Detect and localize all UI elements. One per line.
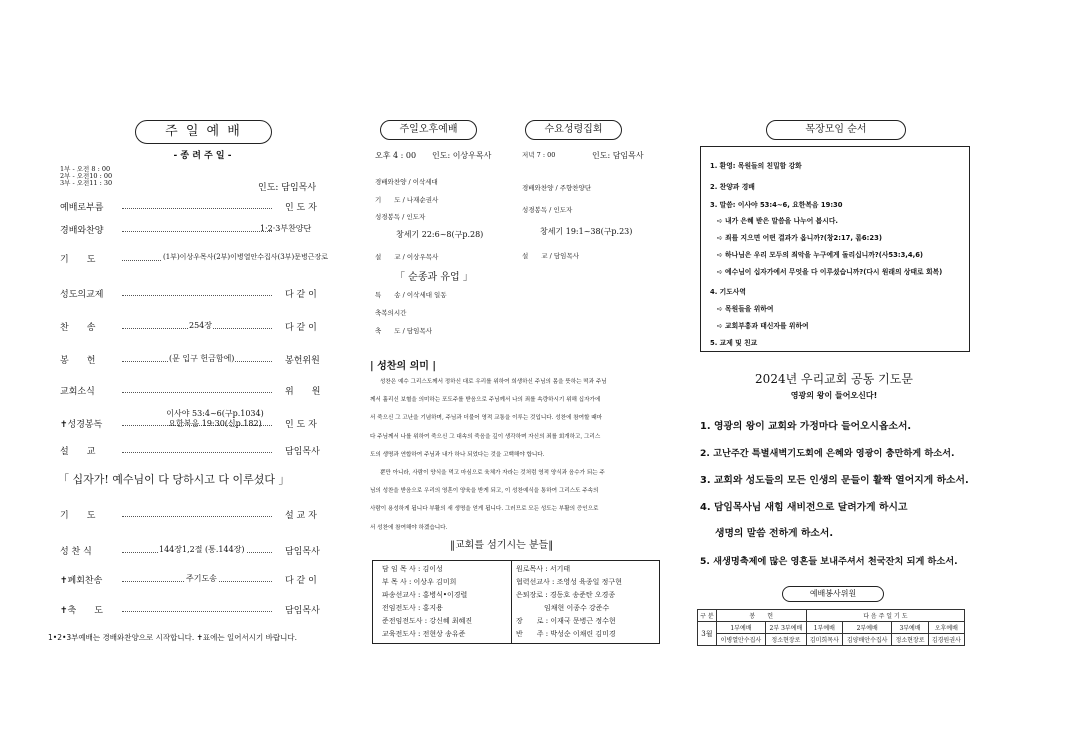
prayer-item: 3. 교회와 성도들의 모든 인생의 문들이 활짝 열어지게 하소서.	[700, 475, 969, 486]
order-label: 기 도	[60, 511, 96, 521]
afternoon-sermon-title: 「 순종과 유업 」	[395, 272, 473, 283]
sermon-title: 「 십자가! 예수님이 다 당하시고 다 이루셨다 」	[58, 473, 290, 486]
order-label: 봉 헌	[60, 356, 96, 366]
wednesday-row: 설 교 / 담임목사	[522, 252, 579, 260]
communion-line: 서 죽으신 그 고난을 기념하며, 주님과 더불어 영적 교통을 이루는 것입니다. 성찬에 참여할 때마	[370, 415, 603, 422]
afternoon-time: 오후 4 : 00	[375, 151, 417, 160]
staff-heading: ‖교회를 섬기시는 분들‖	[450, 540, 554, 551]
time-3: 3부 - 오전11 : 30	[60, 179, 113, 187]
order-label: 찬 송	[60, 323, 96, 333]
cell-meeting-item: 2. 찬양과 경배	[710, 183, 755, 191]
order-detail: 주기도송	[186, 574, 217, 583]
order-leader-dots	[122, 392, 272, 393]
staff-left-line: 부 목 사 : 이상우 김미희	[382, 578, 457, 586]
order-person: 담임목사	[285, 447, 320, 457]
order-leader-dots	[122, 611, 272, 612]
service-times	[60, 166, 112, 187]
cell-meeting-item: 1. 환영: 목원들의 친밀함 강화	[710, 162, 802, 170]
cell-meeting-item: ➪ 교회부흥과 태신자를 위하여	[717, 322, 809, 330]
prayer-item: 1. 영광의 왕이 교회와 가정마다 들어오시옵소서.	[700, 421, 912, 432]
afternoon-row: 특 송 / 이삭세대 일동	[375, 291, 447, 299]
afternoon-row: 경배와찬양 / 이삭세대	[375, 178, 438, 186]
th-offering: 봉 헌	[716, 610, 806, 622]
th2: 오후예배	[928, 622, 964, 634]
order-person: 담임목사	[285, 606, 320, 616]
order-label: 교회소식	[60, 387, 95, 397]
order-label: 경배와찬양	[60, 226, 104, 236]
staff-left-line: 담 임 목 사 : 김이성	[382, 565, 443, 573]
order-label: ✝폐회찬송	[60, 576, 103, 586]
order-person: 인 도 자	[285, 420, 317, 430]
service-committee-title: 예배봉사위원	[782, 586, 884, 602]
afternoon-scripture: 창세기 22:6~8(구p.28)	[396, 230, 484, 239]
time-2: 2부 - 오전10 : 00	[60, 172, 113, 180]
communion-line: 뿐만 아니라, 사람이 양식을 먹고 마심으로 육체가 자라는 것처럼 영적 양식과 음수가 되는 주	[380, 470, 605, 476]
staff-right-line: 협력선교사 : 조영성 육종일 정구현	[516, 578, 622, 586]
service-cell: 김양배안수집사	[842, 634, 891, 646]
order-label: 예배로부름	[60, 203, 104, 213]
wednesday-row: 성경봉독 / 인도자	[522, 206, 573, 214]
staff-left-line: 준전임전도사 : 강신혜 최혜진	[382, 617, 473, 625]
cell-meeting-item: 4. 기도사역	[710, 288, 746, 296]
order-person: 설 교 자	[285, 511, 317, 521]
order-label: ✝축 도	[60, 606, 103, 616]
service-cell: 김미희목사	[806, 634, 842, 646]
scripture-refs	[160, 409, 270, 429]
order-label: ✝성경봉독	[60, 420, 103, 430]
th2: 2부 3부예배	[766, 622, 807, 634]
th-next-prayer: 다 음 주 일 기 도	[806, 610, 964, 622]
prayer-item: 5. 새생명축제에 많은 영혼들 보내주셔서 천국잔치 되게 하소서.	[700, 556, 958, 567]
order-leader-dots	[122, 452, 272, 453]
afternoon-service-title: 주일오후예배	[380, 120, 477, 140]
main-service-title: 주 일 예 배	[135, 120, 272, 144]
staff-divider	[511, 561, 512, 643]
service-cell: 김경원권사	[928, 634, 964, 646]
scripture-1: 이사야 53:4~6(구p.1034)	[166, 409, 264, 418]
order-leader-dots	[122, 295, 272, 296]
afternoon-row: 축복의시간	[375, 309, 407, 317]
order-detail: 144장1,2절 (통.144장)	[159, 545, 245, 554]
afternoon-row: 기 도 / 나재순권사	[375, 196, 439, 204]
order-person: 담임목사	[285, 547, 320, 557]
main-service-subtitle: - 종 려 주 일 -	[173, 151, 232, 161]
order-person: 1·2·3부찬양단	[260, 224, 312, 233]
service-committee-table	[697, 609, 965, 646]
afternoon-row: 성경봉독 / 인도자	[375, 213, 426, 221]
communion-line: 성찬은 예수 그리스도께서 정하신 대로 우리를 위하여 희생하신 주님의 몸을 뜻하는 떡과 주님	[380, 379, 607, 385]
order-person: 인 도 자	[285, 203, 317, 213]
service-cell: 이병열안수집사	[716, 634, 765, 646]
cell-meeting-item: 5. 교제 및 친교	[710, 339, 758, 347]
staff-right-line: 원로목사 : 서기태	[516, 565, 571, 573]
afternoon-row: 축 도 / 담임목사	[375, 327, 432, 335]
cell-meeting-item: ➪ 내가 은혜 받은 말씀을 나누어 봅시다.	[717, 217, 838, 225]
wednesday-scripture: 창세기 19:1~38(구p.23)	[540, 227, 633, 236]
order-detail: (문 입구 헌금함에)	[169, 354, 235, 363]
time-1: 1부 - 오전 8 : 00	[60, 165, 111, 173]
service-cell: 정소현장로	[766, 634, 807, 646]
th2: 1부예배	[806, 622, 842, 634]
order-person: 위 원	[285, 387, 321, 397]
wednesday-row: 경배와찬양 / 주향찬양단	[522, 184, 592, 192]
cell-meeting-item: ➪ 예수님이 십자가에서 무엇을 다 이루셨습니까?(다시 원래의 상태로 회복)	[717, 268, 943, 276]
wednesday-time: 저녁 7 : 00	[522, 151, 556, 159]
prayer-item: 생명의 말씀 전하게 하소서.	[715, 528, 834, 539]
order-detail: 254장	[189, 321, 212, 330]
cell-meeting-item: ➪ 목원들을 위하여	[717, 305, 774, 313]
prayer-item: 4. 담임목사님 새힘 새비전으로 달려가게 하시고	[700, 502, 908, 513]
order-person: 봉헌위원	[285, 356, 320, 366]
order-person: 다 같 이	[285, 576, 317, 586]
order-person: 다 같 이	[285, 323, 317, 333]
main-service-note: 1•2•3부예배는 경배와찬양으로 시작합니다. ✝표에는 일어서시기 바랍니다.	[48, 633, 297, 642]
order-label: 설 교	[60, 447, 96, 457]
main-leader: 인도: 담임목사	[258, 183, 317, 193]
communion-line: 사람이 용성하게 됩니다 부활의 새 생명을 얻게 됩니다. 그러므로 모든 성도는 부활의 증인으로	[370, 506, 599, 513]
communion-line: 께서 흘리신 보혈을 의미하는 포도주를 받음으로 주님께서 나의 죄를 속량하시기 위해 십자가에	[370, 397, 601, 404]
cell-meeting-item: ➪ 죄를 지으면 어떤 결과가 옵니까?(창2:17, 롬6:23)	[717, 234, 882, 242]
scripture-2: 요한복음 19:30(신p.182)	[168, 419, 262, 428]
th2: 3부예배	[892, 622, 928, 634]
staff-left-line: 전임전도사 : 홍지용	[382, 604, 443, 612]
order-detail: (1부)이상우목사(2부)이병열안수집사(3부)문병근장로	[163, 253, 328, 261]
afternoon-row: 설 교 / 이상우목사	[375, 253, 439, 261]
communion-line: 님의 성찬을 받음으로 우리의 영혼이 양육을 받게 되고, 이 성찬예식을 통하여 그리스도 주속의	[370, 488, 599, 495]
order-person: 다 같 이	[285, 290, 317, 300]
th2: 2부예배	[842, 622, 891, 634]
cell-meeting-title: 목장모임 순서	[766, 120, 906, 140]
cell-meeting-item: 3. 말씀: 이사야 53:4~6, 요한복음 19:30	[710, 201, 843, 209]
cell-meeting-item: ➪ 하나님은 우리 모두의 죄악을 누구에게 돌리십니까?(사53:3,4,6)	[717, 251, 924, 259]
staff-left-line: 교육전도사 : 전현상 송유준	[382, 630, 466, 638]
order-label: 성도의교제	[60, 290, 104, 300]
staff-right-line: 장 로 : 이재국 문병근 정수현	[516, 617, 616, 625]
staff-right-line: 은퇴장로 : 경동호 송준탄 오경종	[516, 591, 616, 599]
prayer-title: 2024년 우리교회 공동 기도문	[755, 372, 913, 386]
prayer-subtitle: 영광의 왕이 들어오신다!	[790, 391, 878, 400]
order-leader-dots	[122, 231, 272, 232]
th2: 1부예배	[716, 622, 765, 634]
afternoon-leader: 인도: 이상우목사	[432, 151, 492, 160]
staff-right-line: 임채현 이종수 강준수	[544, 604, 610, 612]
order-label: 성 찬 식	[60, 547, 92, 557]
communion-heading: | 성찬의 의미 |	[370, 361, 437, 372]
communion-line: 서 성찬에 참여해야 하겠습니다.	[370, 524, 448, 531]
communion-line: 도의 생명과 연합하여 주님과 내가 하나 되었다는 것을 고백해야 합니다.	[370, 451, 545, 458]
communion-line: 다 주님께서 나를 위하여 죽으신 그 대속의 죽음을 깊이 생각하며 자신의 죄를 회개하고, 그리스	[370, 433, 601, 440]
order-label: 기 도	[60, 255, 96, 265]
service-cell: 정소현장로	[892, 634, 928, 646]
month-cell: 3월	[698, 622, 717, 646]
th-category: 구 분	[698, 610, 717, 622]
staff-left-line: 파송선교사 : 홍병식•이경렬	[382, 591, 468, 599]
prayer-item: 2. 고난주간 특별새벽기도회에 은혜와 영광이 충만하게 하소서.	[700, 448, 955, 459]
order-leader-dots	[122, 208, 272, 209]
wednesday-service-title: 수요성령집회	[525, 120, 622, 140]
order-leader-dots	[122, 516, 272, 517]
staff-right-line: 반 주 : 박성순 이채린 김미경	[516, 630, 616, 638]
wednesday-leader: 인도: 담임목사	[592, 151, 644, 160]
